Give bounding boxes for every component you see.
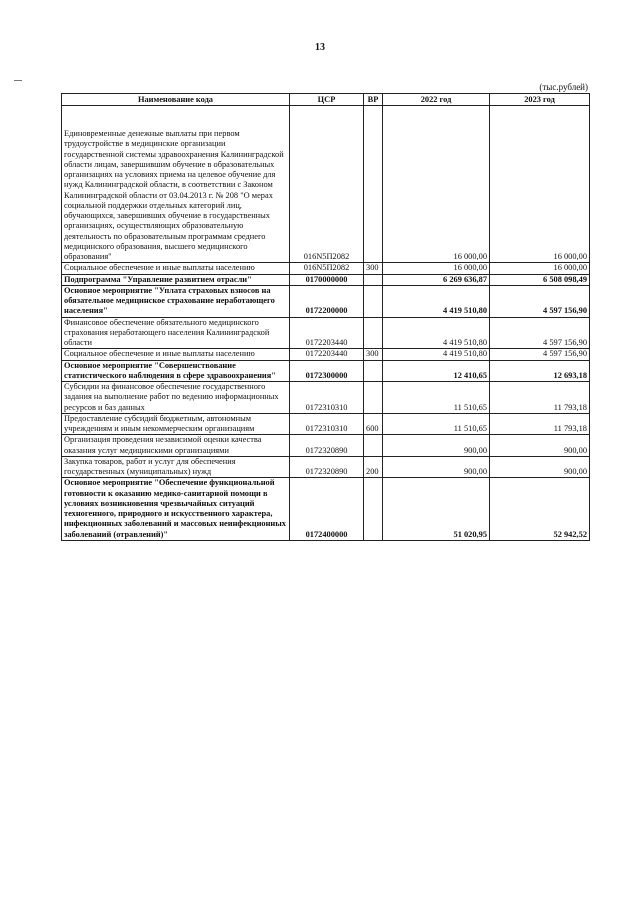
row-csr: 016N5П2082 xyxy=(290,106,364,263)
row-2023: 4 597 156,90 xyxy=(490,317,590,349)
row-csr: 0172300000 xyxy=(290,360,364,382)
row-2022: 6 269 636,87 xyxy=(383,274,490,285)
units-label: (тыс.рублей) xyxy=(539,82,588,92)
row-name: Закупка товаров, работ и услуг для обеспечения государственных (муниципальных) нужд xyxy=(62,456,290,478)
row-vr: 600 xyxy=(364,413,383,435)
header-2023: 2023 год xyxy=(490,94,590,106)
row-2022: 11 510,65 xyxy=(383,413,490,435)
table-row xyxy=(62,360,590,382)
row-2023: 12 693,18 xyxy=(490,360,590,382)
row-2022: 16 000,00 xyxy=(383,106,490,263)
header-name: Наименование кода xyxy=(62,94,290,106)
row-name: Основное мероприятие "Совершенствование статистического наблюдения в сфере здравоохранения" xyxy=(62,360,290,382)
budget-table xyxy=(61,93,590,541)
table-row xyxy=(62,317,590,349)
row-name: Организация проведения независимой оценки качества оказания услуг медицинскими организациями xyxy=(62,435,290,457)
row-2022: 900,00 xyxy=(383,456,490,478)
table-row xyxy=(62,274,590,285)
row-csr: 0172310310 xyxy=(290,413,364,435)
row-2023: 900,00 xyxy=(490,456,590,478)
row-csr: 0172400000 xyxy=(290,478,364,541)
row-name: Основное мероприятие "Уплата страховых взносов на обязательное медицинское страхование неработающего населения" xyxy=(62,285,290,317)
row-name: Социальное обеспечение и иные выплаты населению xyxy=(62,349,290,360)
row-2023: 11 793,18 xyxy=(490,382,590,414)
table-row xyxy=(62,382,590,414)
row-vr xyxy=(364,360,383,382)
row-vr: 200 xyxy=(364,456,383,478)
row-csr: 0172320890 xyxy=(290,435,364,457)
row-2022: 4 419 510,80 xyxy=(383,317,490,349)
row-2022: 12 410,65 xyxy=(383,360,490,382)
page-number: 13 xyxy=(315,42,325,53)
row-name: Социальное обеспечение и иные выплаты населению xyxy=(62,263,290,274)
row-2022: 900,00 xyxy=(383,435,490,457)
row-csr: 0172203440 xyxy=(290,349,364,360)
table-row xyxy=(62,456,590,478)
row-vr: 300 xyxy=(364,263,383,274)
row-csr: 0170000000 xyxy=(290,274,364,285)
header-2022: 2022 год xyxy=(383,94,490,106)
row-2023: 900,00 xyxy=(490,435,590,457)
table-header-row xyxy=(62,94,590,106)
row-csr: 016N5П2082 xyxy=(290,263,364,274)
margin-mark xyxy=(14,80,22,81)
row-vr: 300 xyxy=(364,349,383,360)
row-2022: 51 020,95 xyxy=(383,478,490,541)
row-csr: 0172203440 xyxy=(290,317,364,349)
row-2023: 16 000,00 xyxy=(490,263,590,274)
row-vr xyxy=(364,285,383,317)
row-csr: 0172200000 xyxy=(290,285,364,317)
row-name: Подпрограмма "Управление развитием отрасли" xyxy=(62,274,290,285)
row-name: Финансовое обеспечение обязательного медицинского страхования неработающего населения Калининградской области xyxy=(62,317,290,349)
row-2023: 4 597 156,90 xyxy=(490,349,590,360)
row-2022: 4 419 510,80 xyxy=(383,285,490,317)
row-2022: 4 419 510,80 xyxy=(383,349,490,360)
row-vr xyxy=(364,382,383,414)
table-row xyxy=(62,263,590,274)
row-2022: 11 510,65 xyxy=(383,382,490,414)
header-csr: ЦСР xyxy=(290,94,364,106)
row-2023: 11 793,18 xyxy=(490,413,590,435)
row-vr xyxy=(364,317,383,349)
row-vr xyxy=(364,478,383,541)
row-vr xyxy=(364,106,383,263)
row-csr: 0172320890 xyxy=(290,456,364,478)
row-name: Основное мероприятие "Обеспечение функциональной готовности к оказанию медико-санитарной помощи в условиях возникновения чрезвычайных ситуаций техногенного, природного и искусственного характера, инфекционных заболеваний и массовых неинфекционных заболеваний (отравлений)" xyxy=(62,478,290,541)
row-2023: 52 942,52 xyxy=(490,478,590,541)
row-name: Субсидии на финансовое обеспечение государственного задания на выполнение работ по ведению информационных ресурсов и баз данных xyxy=(62,382,290,414)
row-2023: 4 597 156,90 xyxy=(490,285,590,317)
table-row xyxy=(62,349,590,360)
header-vr: ВР xyxy=(364,94,383,106)
row-csr: 0172310310 xyxy=(290,382,364,414)
row-vr xyxy=(364,274,383,285)
row-vr xyxy=(364,435,383,457)
row-name: Единовременные денежные выплаты при первом трудоустройстве в медицинские организации государственной системы здравоохранения Калининградской области лицам, завершившим обучение в образовательных организациях на условиях приема на целевое обучение для нужд Калининградской области, в соответствии с Законом Калининградской области от 03.04.2013 г. № 208 "О мерах социальной поддержки отдельных категорий лиц, обучающихся, завершивших обучение в государственных организациях, осуществляющих образовательную деятельность по образовательным программам среднего медицинского образования, высшего медицинского образования" xyxy=(62,106,290,263)
table-row xyxy=(62,413,590,435)
table-row xyxy=(62,435,590,457)
table-row xyxy=(62,106,590,263)
row-2022: 16 000,00 xyxy=(383,263,490,274)
row-2023: 6 508 098,49 xyxy=(490,274,590,285)
table-row xyxy=(62,478,590,541)
table-row xyxy=(62,285,590,317)
row-name: Предоставление субсидий бюджетным, автономным учреждениям и иным некоммерческим организациям xyxy=(62,413,290,435)
row-2023: 16 000,00 xyxy=(490,106,590,263)
